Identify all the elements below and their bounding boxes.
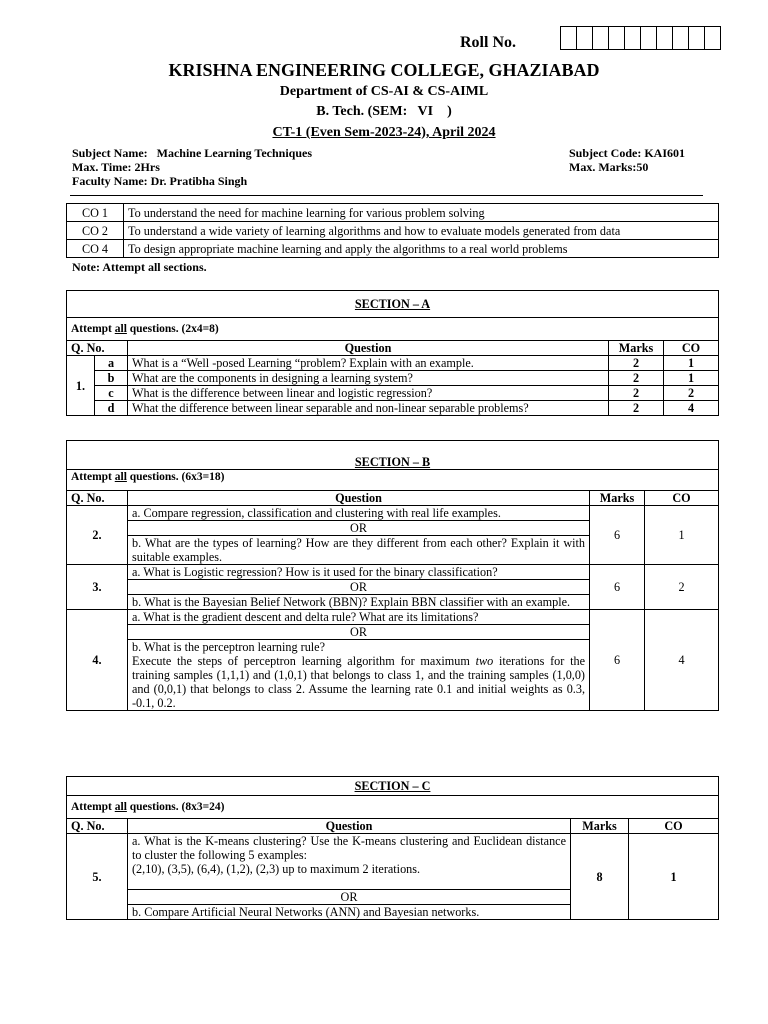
table-row <box>67 834 719 890</box>
question-text: What the difference between linear separable and non-linear separable problems? <box>128 401 609 416</box>
section-a-instruction <box>67 318 719 341</box>
question-header: Question <box>128 341 609 356</box>
table-header-row <box>67 819 719 834</box>
question-text-part: Execute the steps of perceptron learning algorithm for maximum <box>132 654 476 668</box>
question-text: What is the difference between linear and logistic regression? <box>128 386 609 401</box>
section-b-table <box>66 440 719 711</box>
table-row <box>67 565 719 580</box>
co-header: CO <box>629 819 719 834</box>
question-text <box>128 640 590 711</box>
section-b-instruction <box>67 470 719 491</box>
exam-meta-left <box>72 146 312 188</box>
roll-number-label: Roll No. <box>460 34 516 51</box>
section-c-title: SECTION – C <box>67 777 719 796</box>
co-header: CO <box>664 341 719 356</box>
question-text-part: iterations for the training samples (1,1,1) and (1,0,1) that belongs to class 1, and the training samples (1,0,0) and (0,0,1) that belongs to class 2. Assume the learning rate 0.1 and initial weights as 0.3, -0.1, 0.2. <box>132 654 585 710</box>
table-row <box>67 240 719 258</box>
instruction-text: questions. (8x3=24) <box>126 801 225 813</box>
question-co: 1 <box>664 356 719 371</box>
question-text: What is a “Well -posed Learning “problem? Explain with an example. <box>128 356 609 371</box>
or-divider: OR <box>128 625 590 640</box>
college-name: KRISHNA ENGINEERING COLLEGE, GHAZIABAD <box>168 60 600 80</box>
question-marks: 2 <box>609 371 664 386</box>
instruction-text: Attempt <box>71 801 115 813</box>
table-row <box>67 371 719 386</box>
question-co: 2 <box>645 565 719 610</box>
question-number: 2. <box>67 506 128 565</box>
question-text: b. Compare Artificial Neural Networks (ANN) and Bayesian networks. <box>128 905 571 920</box>
question-text-line: a. What is the K-means clustering? Use the K-means clustering and Euclidean distance to cluster the following 5 examples: <box>132 834 566 862</box>
table-row <box>67 222 719 240</box>
co-text: To understand a wide variety of learning algorithms and how to evaluate models generated from data <box>124 222 719 240</box>
question-text <box>128 834 571 890</box>
roll-number-digit-box[interactable] <box>624 26 641 50</box>
question-text: a. What is the gradient descent and delta rule? What are its limitations? <box>128 610 590 625</box>
qno-header: Q. No. <box>67 819 128 834</box>
table-header-row <box>67 341 719 356</box>
question-co: 1 <box>664 371 719 386</box>
co-text: To design appropriate machine learning and apply the algorithms to a real world problems <box>124 240 719 258</box>
instruction-text: questions. (2x4=8) <box>126 323 219 335</box>
co-header: CO <box>645 491 719 506</box>
question-co: 1 <box>629 834 719 920</box>
subject-code: Subject Code: KAI601 <box>569 146 685 160</box>
qno-header: Q. No. <box>67 341 128 356</box>
question-number: 1. <box>67 356 95 416</box>
question-marks: 6 <box>590 506 645 565</box>
exam-meta-right <box>569 146 685 174</box>
question-marks: 6 <box>590 610 645 711</box>
question-text: b. What are the types of learning? How are they different from each other? Explain it with suitable examples. <box>128 536 590 565</box>
question-part: c <box>95 386 128 401</box>
course-semester-text: B. Tech. (SEM: VI ) <box>316 104 452 119</box>
question-co: 4 <box>664 401 719 416</box>
question-header: Question <box>128 819 571 834</box>
question-text: b. What is the Bayesian Belief Network (BBN)? Explain BBN classifier with an example. <box>128 595 590 610</box>
section-b-title: SECTION – B <box>67 441 719 470</box>
co-code: CO 4 <box>67 240 124 258</box>
question-number: 3. <box>67 565 128 610</box>
table-row <box>67 356 719 371</box>
question-header: Question <box>128 491 590 506</box>
question-text-line: b. What is the perceptron learning rule? <box>132 640 326 654</box>
roll-number-digit-box[interactable] <box>704 26 721 50</box>
note-text: Note: Attempt all sections. <box>72 260 207 274</box>
roll-number-boxes[interactable] <box>561 26 721 50</box>
header-divider <box>70 195 703 196</box>
question-marks: 8 <box>571 834 629 920</box>
instruction-all: all <box>114 323 127 335</box>
question-co: 4 <box>645 610 719 711</box>
max-marks: Max. Marks:50 <box>569 160 649 174</box>
question-co: 1 <box>645 506 719 565</box>
course-outcomes-table <box>66 203 719 258</box>
question-part: b <box>95 371 128 386</box>
question-part: a <box>95 356 128 371</box>
question-text: a. What is Logistic regression? How is it used for the binary classification? <box>128 565 590 580</box>
or-divider: OR <box>128 521 590 536</box>
question-text: What are the components in designing a learning system? <box>128 371 609 386</box>
question-marks: 2 <box>609 356 664 371</box>
co-code: CO 2 <box>67 222 124 240</box>
co-text: To understand the need for machine learning for various problem solving <box>124 204 719 222</box>
department-name: Department of CS-AI & CS-AIML <box>279 84 489 99</box>
table-row <box>67 506 719 521</box>
roll-number-digit-box[interactable] <box>688 26 705 50</box>
table-row <box>67 204 719 222</box>
question-text-para <box>132 654 585 710</box>
question-part: d <box>95 401 128 416</box>
table-row <box>67 401 719 416</box>
co-code: CO 1 <box>67 204 124 222</box>
or-divider: OR <box>128 890 571 905</box>
question-number: 5. <box>67 834 128 920</box>
roll-number-digit-box[interactable] <box>656 26 673 50</box>
question-marks: 2 <box>609 401 664 416</box>
roll-number-digit-box[interactable] <box>672 26 689 50</box>
question-text-line: (2,10), (3,5), (6,4), (1,2), (2,3) up to maximum 2 iterations. <box>132 862 421 876</box>
section-a-table <box>66 290 719 416</box>
roll-number-digit-box[interactable] <box>560 26 577 50</box>
question-number: 4. <box>67 610 128 711</box>
question-co: 2 <box>664 386 719 401</box>
table-row <box>67 386 719 401</box>
subject-name: Subject Name: Machine Learning Techniques <box>72 146 313 160</box>
instruction-all: all <box>114 801 127 813</box>
roll-number-digit-box[interactable] <box>608 26 625 50</box>
roll-number-digit-box[interactable] <box>592 26 609 50</box>
section-c-table <box>66 776 719 920</box>
marks-header: Marks <box>571 819 629 834</box>
table-row <box>67 610 719 625</box>
instruction-text: Attempt <box>71 471 115 483</box>
question-marks: 2 <box>609 386 664 401</box>
section-a-title: SECTION – A <box>67 291 719 318</box>
roll-number-digit-box[interactable] <box>576 26 593 50</box>
or-divider: OR <box>128 580 590 595</box>
faculty-name: Faculty Name: Dr. Pratibha Singh <box>72 174 248 188</box>
marks-header: Marks <box>590 491 645 506</box>
instruction-text: Attempt <box>71 323 115 335</box>
marks-header: Marks <box>609 341 664 356</box>
table-header-row <box>67 491 719 506</box>
instruction-all: all <box>114 471 127 483</box>
instruction-text: questions. (6x3=18) <box>126 471 225 483</box>
roll-number-digit-box[interactable] <box>640 26 657 50</box>
question-text: a. Compare regression, classification and clustering with real life examples. <box>128 506 590 521</box>
max-time: Max. Time: 2Hrs <box>72 160 160 174</box>
question-text-emphasis: two <box>475 654 494 668</box>
question-marks: 6 <box>590 565 645 610</box>
exam-title: CT-1 (Even Sem-2023-24), April 2024 <box>272 125 496 140</box>
qno-header: Q. No. <box>67 491 128 506</box>
section-c-instruction <box>67 796 719 819</box>
course-semester <box>0 104 768 120</box>
